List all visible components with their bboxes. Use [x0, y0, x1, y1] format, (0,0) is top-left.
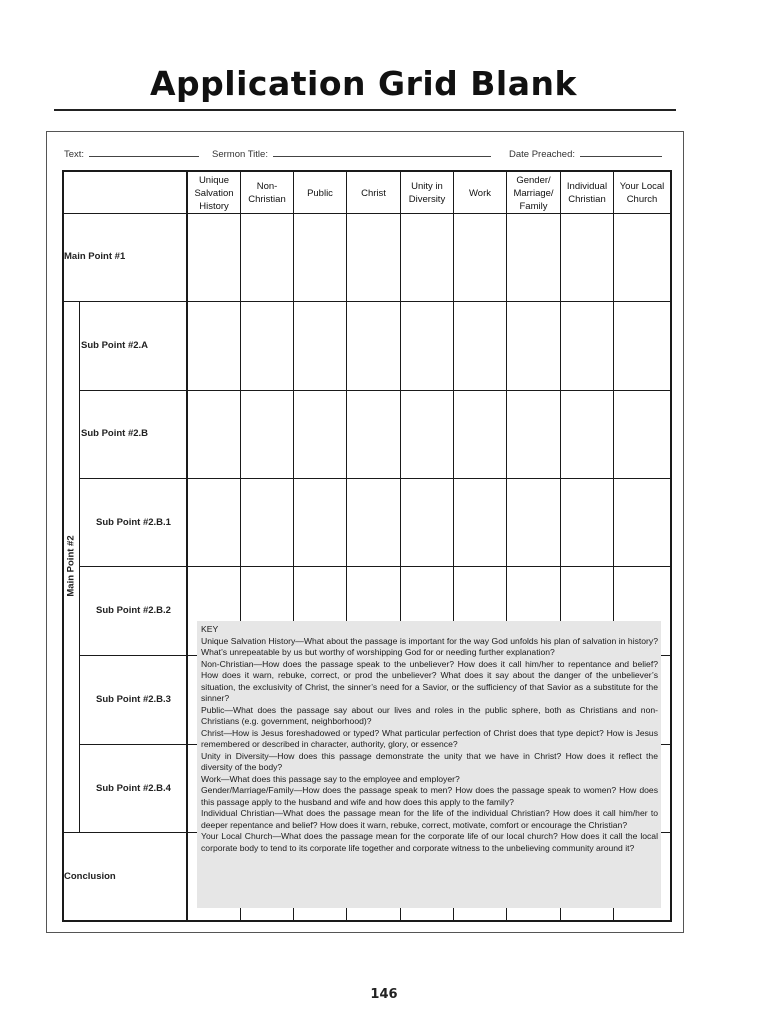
key-item-work: Work—What does this passage say to the employee and employer? [201, 773, 460, 784]
row-label-sub-point-2b3: Sub Point #2.B.3 [96, 694, 171, 705]
sermon-title-field [212, 147, 491, 160]
row-label-sub-point-2b1: Sub Point #2.B.1 [96, 517, 171, 528]
row-label-sub-point-2b: Sub Point #2.B [81, 428, 149, 439]
text-field-label: Text: [64, 149, 85, 160]
column-header-gender-marriage-family: Gender/ Marriage/ Family [513, 174, 554, 212]
column-header-unity-in-diversity: Unity in Diversity [408, 181, 446, 205]
grid-line [79, 478, 671, 479]
column-header-individual-christian: Individual Christian [566, 181, 608, 205]
key-item-unity-in-diversity: Unity in Diversity—How does this passage demonstrate the unity that we have in Christ? How does it reflect the diversity of the body? [201, 750, 658, 772]
grid-line [79, 301, 80, 832]
column-header-christ: Christ [361, 187, 386, 199]
row-label-sub-point-2a: Sub Point #2.A [81, 340, 149, 351]
key-item-your-local-church: Your Local Church—What does the passage mean for the corporate life of our local church? How does it call the local corporate body to tend to its corporate life together and corporate witness to the unbelieving community around it? [201, 831, 658, 853]
page-title: Application Grid Blank [150, 64, 577, 103]
key-item-non-christian: Non-Christian—How does the passage speak to the unbeliever? How does it call him/her to repentance and belief? How does it warn, rebuke, correct, or prod the unbeliever? What does it say about the danger of the unbeliever’s situation, the exclusivity of Christ, the sinner’s need for a Savior, or the sufficiency of that Savior as a substitute for the sinner? [201, 658, 658, 703]
grid-line [79, 566, 671, 567]
row-label-conclusion: Conclusion [64, 871, 116, 882]
sermon-title-label: Sermon Title: [212, 149, 268, 160]
column-header-work: Work [469, 187, 491, 199]
grid-line [79, 390, 671, 391]
date-preached-field [509, 147, 662, 160]
text-field [64, 147, 199, 160]
date-preached-blank [580, 147, 662, 157]
row-label-main-point-1: Main Point #1 [64, 251, 126, 262]
key-item-unique-salvation-history: Unique Salvation History—What about the passage is important for the way God unfolds his plan of salvation in history? What’s unrepeatable by us but worthy of worshipping God for or needing further explanation? [201, 635, 658, 657]
row-label-sub-point-2b4: Sub Point #2.B.4 [96, 783, 171, 794]
key-item-christ: Christ—How is Jesus foreshadowed or typed? What particular perfection of Christ does that type depict? How is Jesus remembered or described in character, authority, glory, or essence? [201, 727, 658, 749]
title-divider [54, 109, 676, 111]
sermon-title-blank [273, 147, 491, 157]
grid-line [62, 920, 671, 922]
row-label-sub-point-2b2: Sub Point #2.B.2 [96, 605, 171, 616]
key-item-gender-marriage-family: Gender/Marriage/Family—How does the passage speak to men? How does the passage speak to women? How does this passage apply to the husband and wife and how does this apply to the family? [201, 785, 658, 807]
key-item-public: Public—What does the passage say about our lives and roles in the public sphere, both as Christians and non-Christians (e.g. government, neighborhood)? [201, 704, 658, 726]
column-header-public: Public [307, 187, 333, 199]
text-field-blank [89, 147, 199, 157]
grid-line [62, 170, 64, 922]
column-header-unique-salvation-history: Unique Salvation History [194, 174, 234, 212]
grid-line [62, 301, 671, 302]
row-label-main-point-2: Main Point #2 [65, 535, 77, 597]
column-header-non-christian: Non-Christian [248, 181, 286, 205]
grid-line [670, 170, 672, 922]
key-item-individual-christian: Individual Christian—What does the passage mean for the life of the individual Christian? How does it call him/her to deeper repentance and belief? How does it warn, rebuke, correct, motivate, comfort or encourage the Christian? [201, 808, 658, 830]
page-number: 146 [370, 987, 398, 1002]
column-header-your-local-church: Your Local Church [619, 181, 665, 205]
key-box [197, 621, 661, 908]
date-preached-label: Date Preached: [509, 149, 576, 160]
grid-line [186, 170, 188, 922]
key-title: KEY [201, 624, 219, 634]
